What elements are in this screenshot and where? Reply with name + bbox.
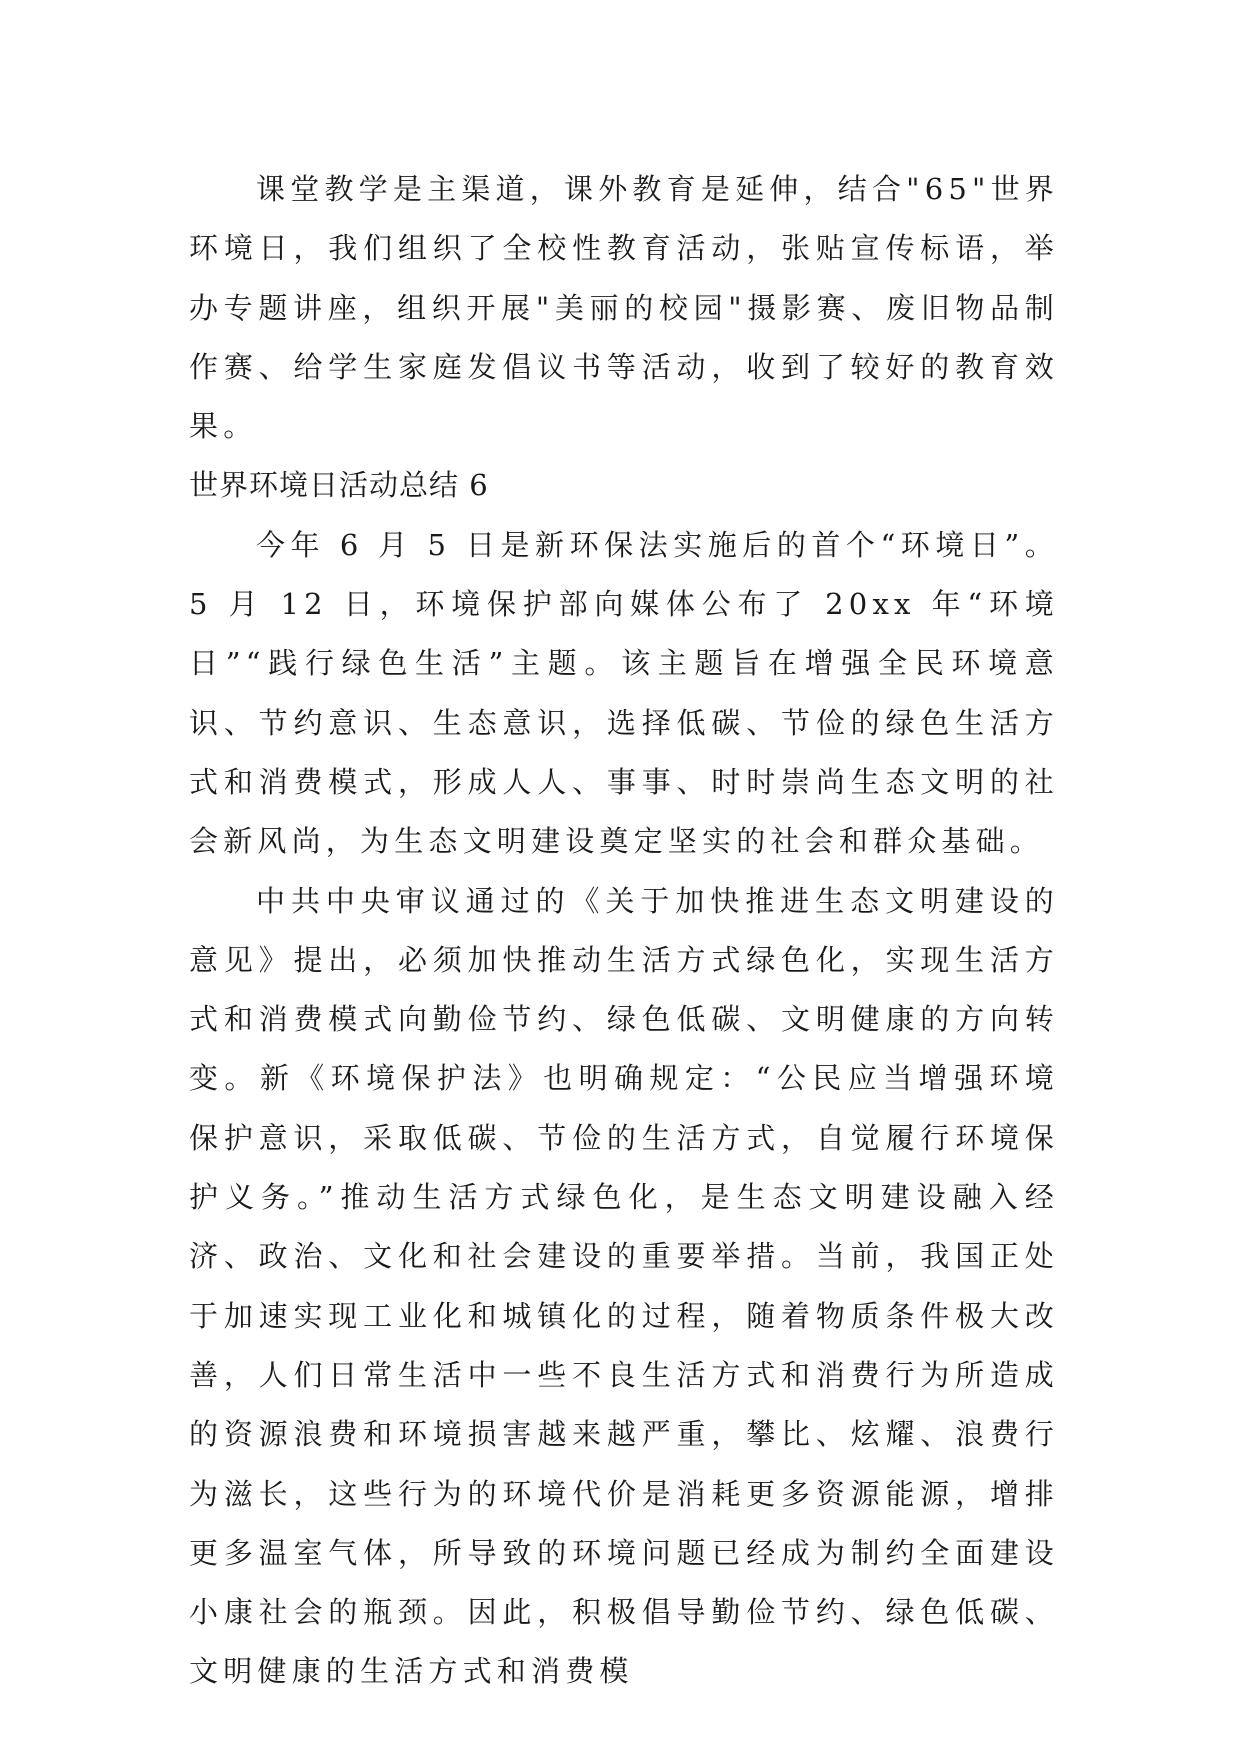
document-body [189, 160, 1059, 1702]
paragraph-environment-day: 今年 6 月 5 日是新环保法实施后的首个“环境日”。5 月 12 日，环境保护部向媒体公布了 20xx 年“环境日”“践行绿色生活”主题。该主题旨在增强全民环境意识、节约意识、生态意识，选择低碳、节俭的绿色生活方式和消费模式，形成人人、事事、时时崇尚生态文明的社会新风尚，为生态文明建设奠定坚实的社会和群众基础。 [189, 527, 1059, 859]
section-heading: 世界环境日活动总结 6 [189, 468, 489, 503]
paragraph-intro: 课堂教学是主渠道，课外教育是延伸，结合"65"世界环境日，我们组织了全校性教育活动，张贴宣传标语，举办专题讲座，组织开展"美丽的校园"摄影赛、废旧物品制作赛、给学生家庭发倡议书等活动，收到了较好的教育效果。 [189, 172, 1059, 444]
paragraph-green-lifestyle: 中共中央审议通过的《关于加快推进生态文明建设的意见》提出，必须加快推动生活方式绿色化，实现生活方式和消费模式向勤俭节约、绿色低碳、文明健康的方向转变。新《环境保护法》也明确规定：“公民应当增强环境保护意识，采取低碳、节俭的生活方式，自觉履行环境保护义务。”推动生活方式绿色化，是生态文明建设融入经济、政治、文化和社会建设的重要举措。当前，我国正处于加速实现工业化和城镇化的过程，随着物质条件极大改善，人们日常生活中一些不良生活方式和消费行为所造成的资源浪费和环境损害越来越严重，攀比、炫耀、浪费行为滋长，这些行为的环境代价是消耗更多资源能源，增排更多温室气体，所导致的环境问题已经成为制约全面建设小康社会的瓶颈。因此，积极倡导勤俭节约、绿色低碳、文明健康的生活方式和消费模 [189, 883, 1059, 1689]
